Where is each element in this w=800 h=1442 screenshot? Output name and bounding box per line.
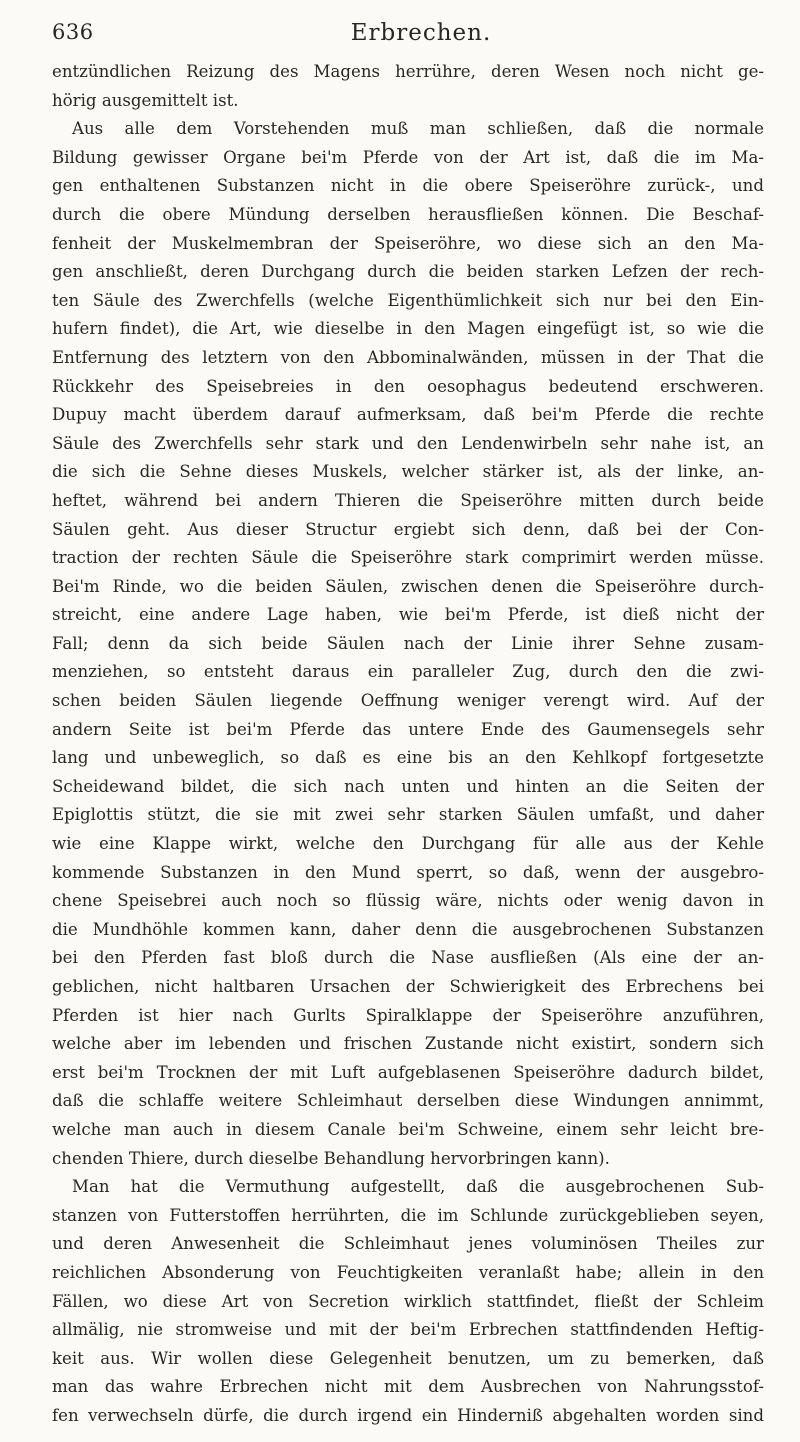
text-line: lang und unbeweglich, so daß es eine bis an den Kehlkopf fortgesetzte (52, 748, 764, 768)
text-line: durch die obere Mündung derselben herausfließen können. Die Beschaf- (52, 204, 764, 224)
text-line: keit aus. Wir wollen diese Gelegenheit benutzen, um zu bemerken, daß (52, 1348, 764, 1368)
text-line: heftet, während bei andern Thieren die Speiseröhre mitten durch beide (52, 490, 764, 510)
text-line: chenden Thiere, durch dieselbe Behandlung hervorbringen kann). (52, 1148, 610, 1168)
text-line: reichlichen Absonderung von Feuchtigkeiten veranlaßt habe; allein in den (52, 1262, 764, 1282)
text-line: und deren Anwesenheit die Schleimhaut jenes voluminösen Theiles zur (52, 1234, 764, 1254)
text-line: Epiglottis stützt, die sie mit zwei sehr starken Säulen umfaßt, und daher (52, 805, 764, 825)
text-line: Fällen, wo diese Art von Secretion wirklich stattfindet, fließt der Schleim (52, 1291, 764, 1311)
text-line: man das wahre Erbrechen nicht mit dem Ausbrechen von Nahrungsstof- (52, 1377, 764, 1397)
text-line: Aus alle dem Vorstehenden muß man schließen, daß die normale (72, 119, 764, 139)
page-number: 636 (52, 20, 94, 44)
text-line: stanzen von Futterstoffen herrührten, die im Schlunde zurückgeblieben seyen, (52, 1205, 764, 1225)
text-line: Scheidewand bildet, die sich nach unten und hinten an die Seiten der (52, 776, 764, 796)
text-line: gen enthaltenen Substanzen nicht in die obere Speiseröhre zurück-, und (52, 176, 764, 196)
text-line: welche aber im lebenden und frischen Zustande nicht existirt, sondern sich (52, 1034, 764, 1054)
text-line: bei den Pferden fast bloß durch die Nase ausfließen (Als eine der an- (52, 948, 764, 968)
text-line: Rückkehr des Speisebreies in den oesophagus bedeutend erschweren. (52, 376, 764, 396)
text-line: fenheit der Muskelmembran der Speiseröhre, wo diese sich an den Ma- (52, 233, 764, 253)
text-line: Säulen geht. Aus dieser Structur ergiebt sich denn, daß bei der Con- (52, 519, 764, 539)
text-line: schen beiden Säulen liegende Oeffnung weniger verengt wird. Auf der (52, 691, 764, 711)
text-line: Entfernung des letztern von den Abbominalwänden, müssen in der That die (52, 347, 764, 367)
text-line: hörig ausgemittelt ist. (52, 90, 239, 110)
text-line: die sich die Sehne dieses Muskels, welcher stärker ist, als der linke, an- (52, 462, 764, 482)
text-line: Bildung gewisser Organe bei'm Pferde von der Art ist, daß die im Ma- (52, 147, 764, 167)
text-line: daß die schlaffe weitere Schleimhaut derselben diese Windungen annimmt, (52, 1091, 764, 1111)
text-line: ten Säule des Zwerchfells (welche Eigenthümlichkeit sich nur bei den Ein- (52, 290, 764, 310)
text-line: die Mundhöhle kommen kann, daher denn die ausgebrochenen Substanzen (52, 919, 764, 939)
text-line: entzündlichen Reizung des Magens herrühre, deren Wesen noch nicht ge- (52, 62, 764, 81)
text-line: Dupuy macht überdem darauf aufmerksam, daß bei'm Pferde die rechte (52, 405, 764, 425)
text-line: hufern findet), die Art, wie dieselbe in den Magen eingefügt ist, so wie die (52, 319, 764, 339)
page-header (52, 12, 760, 46)
text-line: traction der rechten Säule die Speiseröhre stark comprimirt werden müsse. (52, 548, 764, 568)
running-head: Erbrechen. (350, 20, 492, 46)
text-line: Fall; denn da sich beide Säulen nach der Linie ihrer Sehne zusam- (52, 633, 764, 653)
text-line: erst bei'm Trocknen der mit Luft aufgeblasenen Speiseröhre dadurch bildet, (52, 1062, 764, 1082)
body-text (52, 58, 764, 1431)
text-line: Man hat die Vermuthung aufgestellt, daß die ausgebrochenen Sub- (72, 1177, 764, 1197)
text-line: welche man auch in diesem Canale bei'm Schweine, einem sehr leicht bre- (52, 1119, 764, 1139)
text-line: Bei'm Rinde, wo die beiden Säulen, zwischen denen die Speiseröhre durch- (52, 576, 764, 596)
text-line: Säule des Zwerchfells sehr stark und den Lendenwirbeln sehr nahe ist, an (52, 433, 764, 453)
text-line: wie eine Klappe wirkt, welche den Durchgang für alle aus der Kehle (52, 834, 764, 854)
text-line: menziehen, so entsteht daraus ein paralleler Zug, durch den die zwi- (52, 662, 764, 682)
text-line: gen anschließt, deren Durchgang durch die beiden starken Lefzen der rech- (52, 262, 764, 282)
text-line: Pferden ist hier nach Gurlts Spiralklappe der Speiseröhre anzuführen, (52, 1005, 764, 1025)
text-line: streicht, eine andere Lage haben, wie bei'm Pferde, ist dieß nicht der (52, 605, 764, 625)
text-line: andern Seite ist bei'm Pferde das untere Ende des Gaumensegels sehr (52, 719, 764, 739)
text-line: fen verwechseln dürfe, die durch irgend ein Hinderniß abgehalten worden sind (52, 1405, 764, 1425)
text-line: chene Speisebrei auch noch so flüssig wäre, nichts oder wenig davon in (52, 891, 764, 911)
text-line: geblichen, nicht haltbaren Ursachen der Schwierigkeit des Erbrechens bei (52, 977, 764, 996)
text-line: allmälig, nie stromweise und mit der bei'm Erbrechen stattfindenden Heftig- (52, 1320, 764, 1340)
text-line: kommende Substanzen in den Mund sperrt, so daß, wenn der ausgebro- (52, 862, 764, 882)
